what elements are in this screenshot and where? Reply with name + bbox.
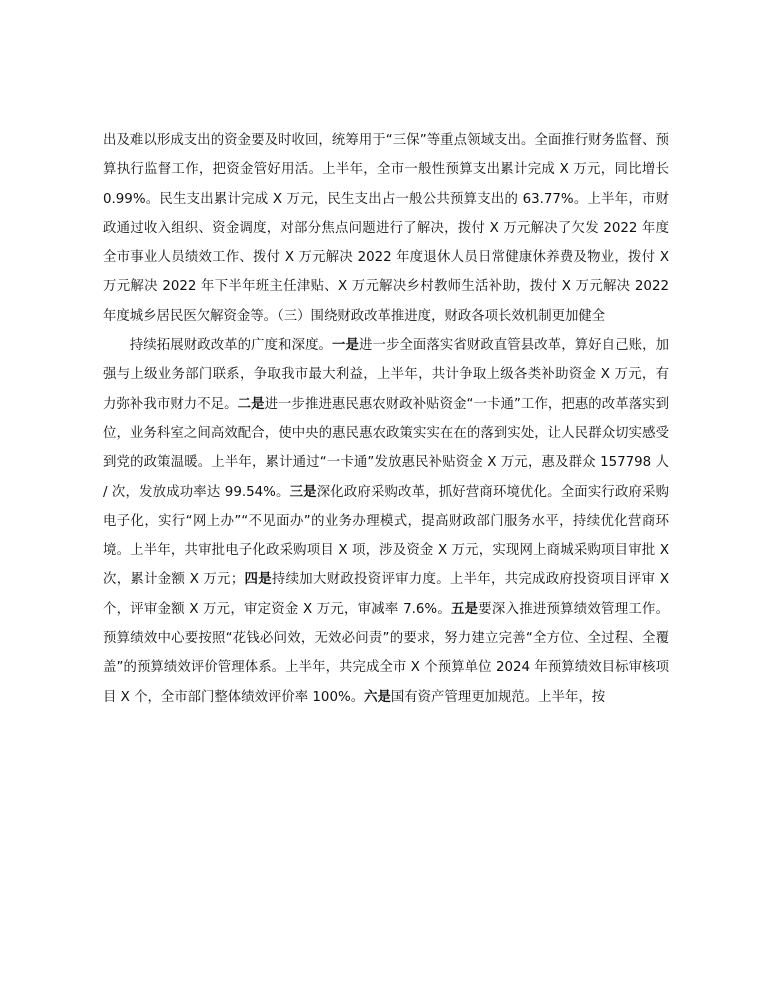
paragraph-budget-expenditure xyxy=(103,126,669,331)
text-run: 持续拓展财政改革的广度和深度。 xyxy=(129,338,333,354)
text-run: 深化政府采购改革，抓好营商环境优化。 xyxy=(316,484,561,500)
paragraph-fiscal-reform xyxy=(103,331,669,712)
text-run: 持续加大财政投资评审力度。 xyxy=(271,572,450,588)
text-run: 出及难以形成支出的资金要及时收回，统筹用于“三保”等重点领域支出。 xyxy=(103,133,535,148)
bold-keyword: 一是 xyxy=(332,338,359,354)
text-run: 国有资产管理更加规范。 xyxy=(390,689,539,705)
text-run: 上半年，按 xyxy=(538,689,606,705)
bold-keyword: 五是 xyxy=(450,601,479,617)
bold-keyword: 三是 xyxy=(289,484,317,500)
text-run: 预算绩效中心要按照“花钱必问效，无效必问责”的要求，努力建立完善“全方位、全过程、全覆盖”的预算绩效评价管理体系。上半年，共完成全市 X 个预算单位 2024 年预算绩效目标审核项目 X 个，全市部门整体绩效评价率 100%。 xyxy=(103,631,669,705)
bold-keyword: 二是 xyxy=(237,396,265,412)
bold-keyword: 六是 xyxy=(364,689,391,705)
text-run: 进一步推进惠民惠农财政补贴资金“一卡通”工作，把惠的改革落实到位，业务科室之间高效配合，使中央的惠民惠农政策实实在在的落到实处，让人民群众切实感受到党的政策温暖。上半年，累计通过“一卡通”发放惠民补贴资金 X 万元，惠及群众 157798 人 / 次，发放成功率达 99.54%。 xyxy=(103,396,670,500)
text-run: 全面推行财务监督、预算执行监督工作，把资金管好用活。 xyxy=(103,133,670,178)
bold-keyword: 四是 xyxy=(244,572,272,588)
text-run: 上半年，共完成政府投资项目评审 X 个，评审金额 X 万元，审定资金 X 万元，审减率 7.6%。 xyxy=(103,572,670,617)
text-run: 上半年，全市一般性预算支出累计完成 X 万元，同比增长 0.99%。民生支出累计完成 X 万元，民生支出占一般公共预算支出的 63.77%。上半年，市财政通过收入组织、资金调度，对部分焦点问题进行了解决，拨付 X 万元解决了欠发 2022 年度全市事业人员绩效工作、拨付 X 万元解决 2022 年度退休人员日常健康休养费及物业，拨付 X 万元解决 2022 年下半年班主任津贴、X 万元解决乡村教师生活补助，拨付 X 万元解决 2022 年度城乡居民医欠解资金等。（三）围绕财政改革推进度，财政各项长效机制更加健全 xyxy=(103,162,669,324)
text-run: 进一步全面落实省财政直管县改革，算好自己账，加强与上级业务部门联系，争取我市最大利益，上半年，共计争取上级各类补助资金 X 万元，有力弥补我市财力不足。 xyxy=(103,338,670,412)
document-body xyxy=(103,126,669,712)
text-run: 全面实行政府采购电子化，实行“网上办”“不见面办”的业务办理模式，提高财政部门服务水平，持续优化营商环境。上半年，共审批电子化政采购项目 X 项，涉及资金 X 万元，实现网上商城采购项目审批 X 次，累计金额 X 万元； xyxy=(103,484,670,588)
text-run: 要深入推进预算绩效管理工作。 xyxy=(478,601,670,617)
